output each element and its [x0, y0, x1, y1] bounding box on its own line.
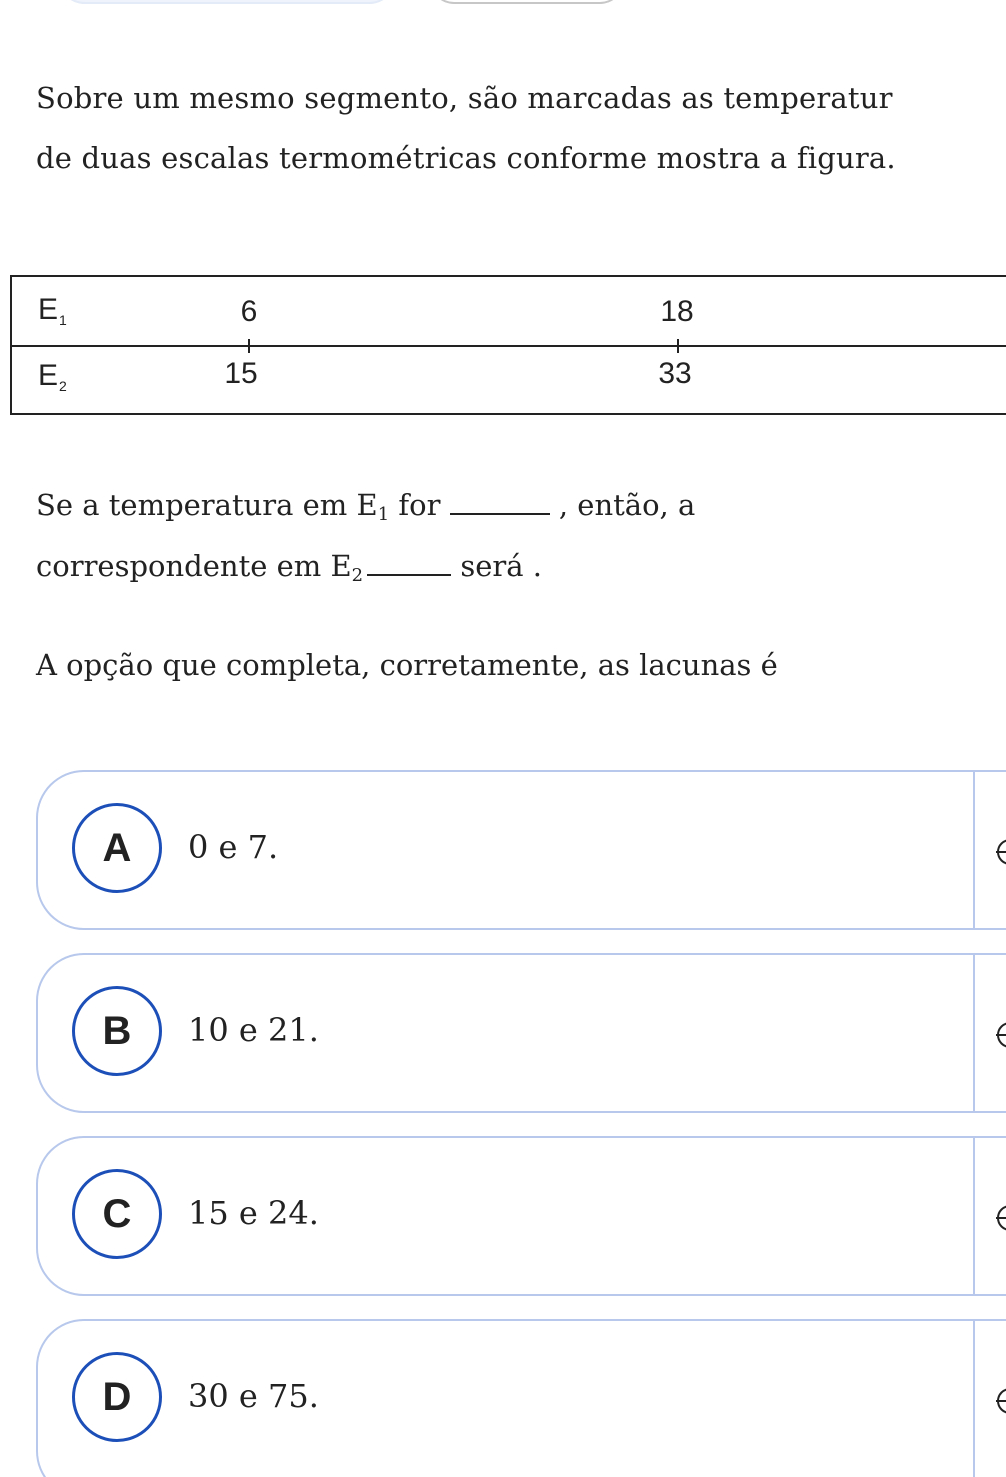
question-prompt: A opção que completa, corretamente, as lacunas é — [36, 648, 778, 682]
question-stem — [36, 68, 896, 188]
scale-tick — [677, 339, 679, 353]
option-divider — [973, 1138, 975, 1294]
stem-line-2: de duas escalas termométricas conforme mostra a figura. — [36, 141, 896, 175]
e1-value: 18 — [660, 295, 694, 328]
option-d[interactable] — [36, 1319, 1006, 1477]
option-a-text: 0 e 7. — [188, 828, 279, 866]
stem-line-1: Sobre um mesmo segmento, são marcadas as temperatur — [36, 81, 893, 115]
scale-tick — [248, 339, 250, 353]
option-a-letter: A — [72, 803, 162, 893]
option-b-text: 10 e 21. — [188, 1011, 319, 1049]
scale-e2-label: $E_2$ — [38, 359, 67, 394]
thermometric-scales-figure — [10, 275, 1006, 415]
eliminate-option-icon[interactable] — [990, 1387, 1006, 1415]
scale-segment-line — [12, 345, 1006, 347]
option-b[interactable] — [36, 953, 1006, 1113]
top-tab-left[interactable] — [60, 0, 394, 4]
eliminate-option-icon[interactable] — [990, 838, 1006, 866]
option-d-letter: D — [72, 1352, 162, 1442]
e2-value: 33 — [658, 357, 692, 390]
option-d-text: 30 e 75. — [188, 1377, 319, 1415]
option-divider — [973, 772, 975, 928]
question-line-1: Se a temperatura em $E_1$ for , então, a — [36, 488, 696, 525]
question-line-2: correspondente em $E_2$ será . — [36, 549, 542, 586]
e1-value: 6 — [240, 295, 258, 328]
option-a[interactable] — [36, 770, 1006, 930]
eliminate-option-icon[interactable] — [990, 1021, 1006, 1049]
option-c-text: 15 e 24. — [188, 1194, 319, 1232]
option-c[interactable] — [36, 1136, 1006, 1296]
top-tab-right[interactable] — [430, 0, 624, 4]
answer-blank-1 — [450, 495, 550, 515]
option-divider — [973, 1321, 975, 1477]
scale-e1-label: $E_1$ — [38, 293, 67, 328]
eliminate-option-icon[interactable] — [990, 1204, 1006, 1232]
option-c-letter: C — [72, 1169, 162, 1259]
e2-value: 15 — [224, 357, 258, 390]
option-divider — [973, 955, 975, 1111]
option-b-letter: B — [72, 986, 162, 1076]
answer-blank-2 — [367, 556, 451, 576]
